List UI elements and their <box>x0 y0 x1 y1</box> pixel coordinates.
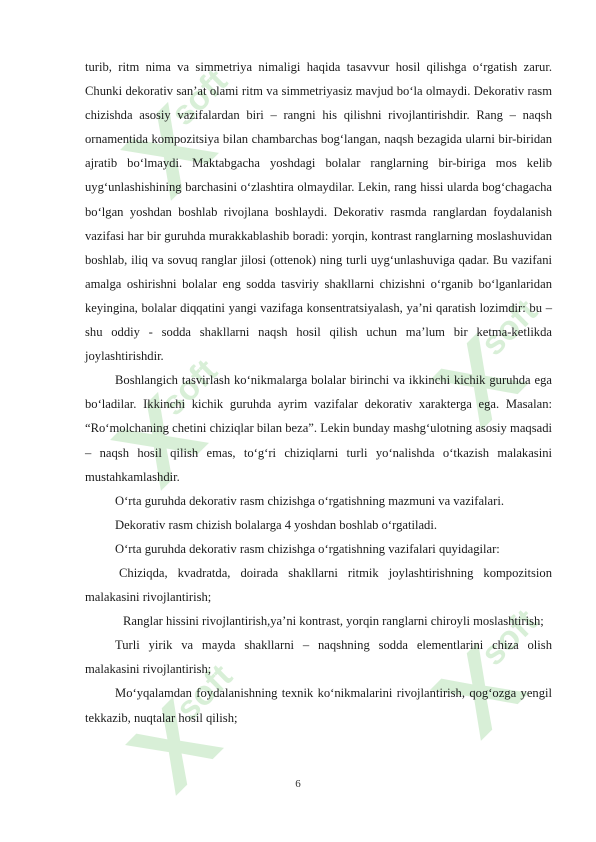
list-item: Chiziqda, kvadratda, doirada shakllarni ritmik joylashtirishning kompozitsion malakasini rivojlantirish; <box>85 565 552 605</box>
paragraph: O‘rta guruhda dekorativ rasm chizishga o‘rgatishning mazmuni va vazifalari. <box>115 493 504 508</box>
watermark-layer: soft <box>0 0 596 842</box>
body-text <box>85 55 552 730</box>
paragraph: turib, ritm nima va simmetriya nimaligi haqida tasavvur hosil qilishga o‘rgatish zarur. Chunki dekorativ san’at olami ritm va simmetriyasiz mavjud bo‘la olmaydi. Dekorativ rasm chizishda asosiy vazifalardan biri – rangni his qilishni rivojlantirishdir. Rang – naqsh ornamentida kompozitsiya bilan chambarchas bog‘langan, naqsh bezagida ularni bir-biridan ajratib bo‘lmaydi. Maktabgacha yoshdagi bolalar ranglarning bir-biriga mos kelib uyg‘unlashishining barchasini o‘zlashtira olmaydilar. Lekin, rang hissi ularda bog‘chagacha bo‘lgan yoshdan boshlab rivojlana boshlaydi. Dekorativ rasmda ranglardan foydalanish vazifasi har bir guruhda murakkablashib boradi: yorqin, kontrast ranglarning moslashuvidan boshlab, iliq va sovuq ranglar jilosi (ottenok) ning turli uyg‘unlashuviga qadar. Bu vazifani amalga oshirishni bolalar eng sodda tasviriy shakllarni chizishni o‘rganib bo‘lganlaridan keyingina, bolalar diqqatini yangi vazifaga konsentratsiyalash, ya’ni qaratish lozimdir: bu – shu oddiy - sodda shakllarni naqsh hosil qilish uchun ma’lum bir ketma-ketlikda joylashtirishdir. <box>85 60 552 364</box>
paragraph: Boshlangich tasvirlash ko‘nikmalarga bolalar birinchi va ikkinchi kichik guruhda ega bo‘ladilar. Ikkinchi kichik guruhda ayrim vazifalar dekorativ xarakterga ega. Masalan: “Ro‘molchaning chetini chiziqlar bilan beza”. Lekin bunday mashg‘ulotning asosiy maqsadi – naqsh hosil qilish emas, to‘g‘ri chiziqlarni turli yo‘nalishda o‘tkazish malakasini mustahkamlashdir. <box>85 373 552 484</box>
paragraph: O‘rta guruhda dekorativ rasm chizishga o‘rgatishning vazifalari quyidagilar: <box>115 541 500 556</box>
paragraph: Dekorativ rasm chizish bolalarga 4 yoshdan boshlab o‘rgatiladi. <box>115 517 437 532</box>
list-item: Turli yirik va mayda shakllarni – naqshning sodda elementlarini chiza olish malakasini rivojlantirish; <box>85 638 552 677</box>
list-item: Ranglar hissini rivojlantirish,ya’ni kontrast, yorqin ranglarni chiroyli moslashtirish; <box>123 614 544 629</box>
page-number: 6 <box>295 778 301 790</box>
list-item: Mo‘yqalamdan foydalanishning texnik ko‘nikmalarini rivojlantirish, qog‘ozga yengil tekkazib, nuqtalar hosil qilish; <box>85 686 552 725</box>
